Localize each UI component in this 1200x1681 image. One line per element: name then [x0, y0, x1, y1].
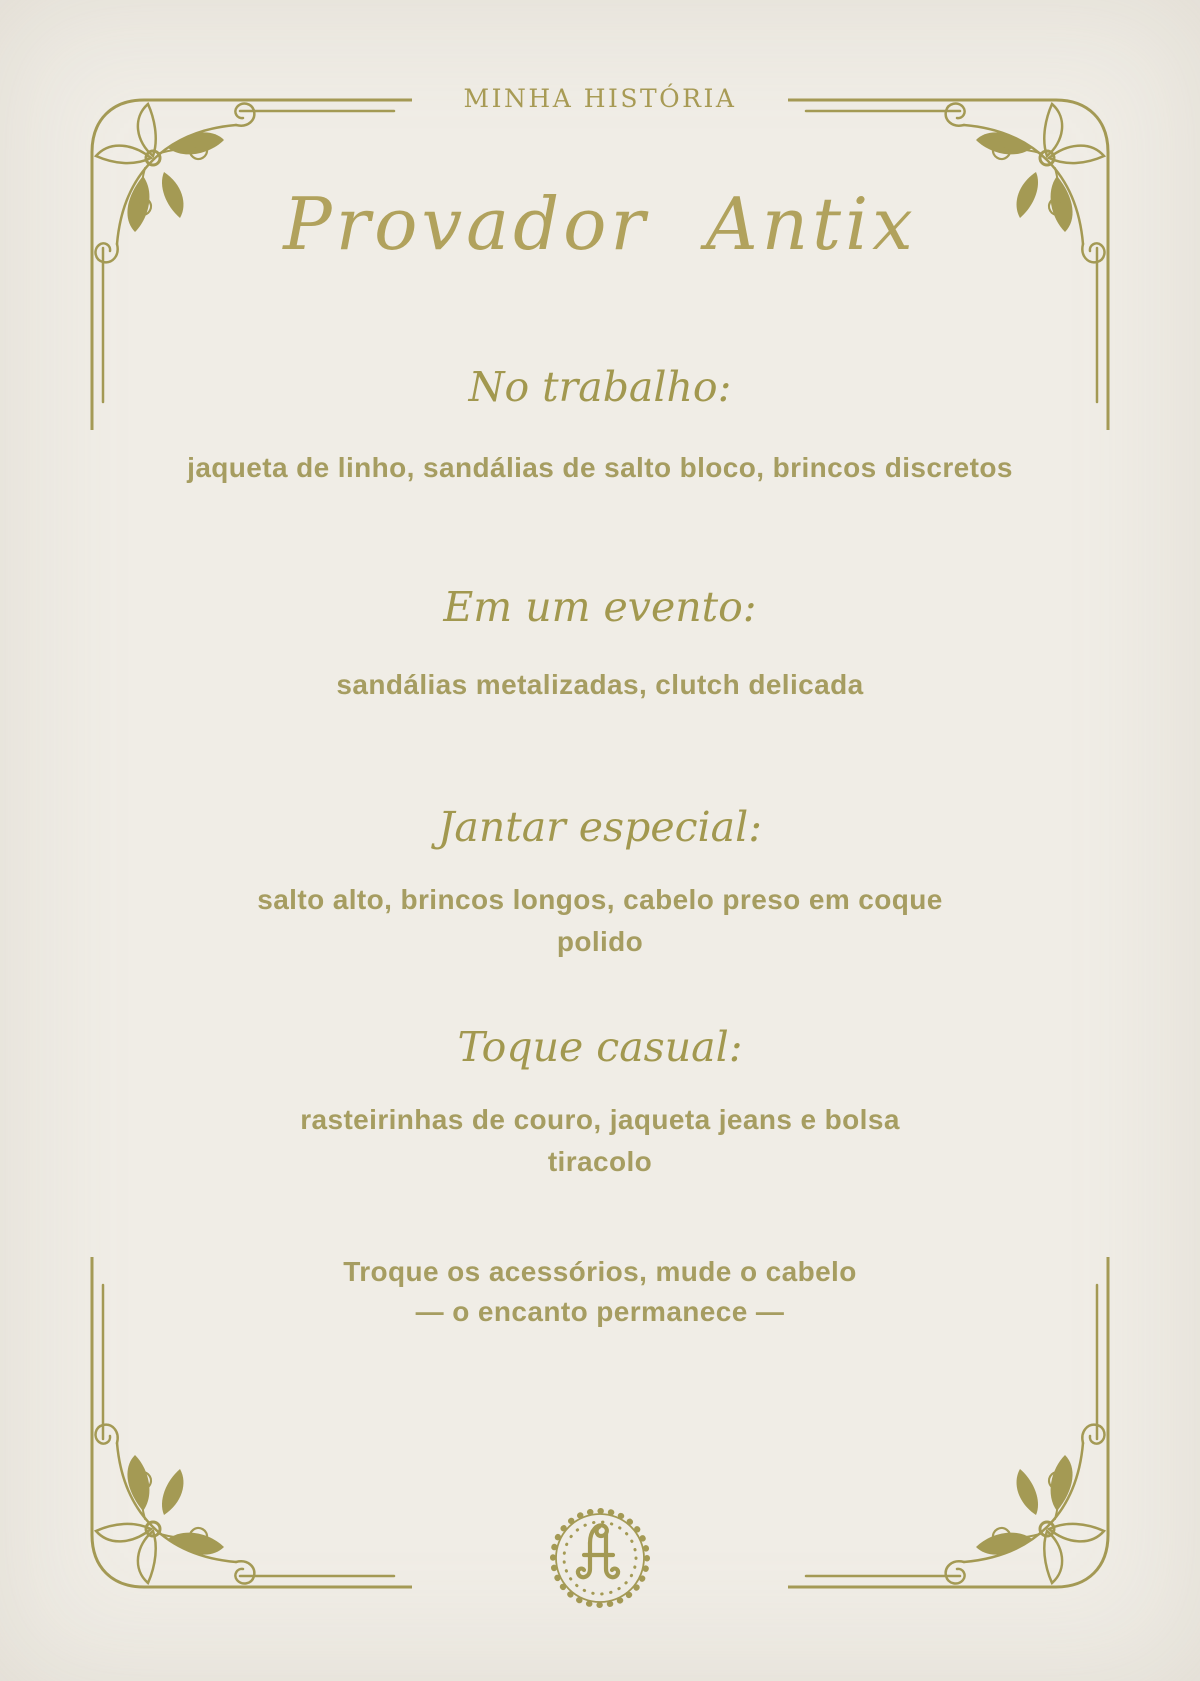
- footer-note: [0, 1252, 1200, 1332]
- logo-monogram-icon: [578, 1525, 618, 1577]
- footer-note-line2: — o encanto permanece —: [415, 1296, 785, 1327]
- section-heading-evento: Em um evento:: [443, 583, 757, 631]
- brand-seal-logo: [545, 1503, 655, 1613]
- eyebrow-title: MINHA HISTÓRIA: [463, 84, 737, 113]
- section-heading-trabalho: No trabalho:: [468, 363, 732, 411]
- seal-icon: [545, 1503, 655, 1613]
- section-body-trabalho: jaqueta de linho, sandálias de salto bloco, brincos discretos: [187, 452, 1013, 483]
- section-body-jantar: salto alto, brincos longos, cabelo preso em coque polido: [257, 884, 943, 957]
- section-heading-jantar: Jantar especial:: [437, 803, 763, 851]
- section-body-evento: sandálias metalizadas, clutch delicada: [336, 669, 864, 700]
- footer-note-line1: Troque os acessórios, mude o cabelo: [343, 1256, 857, 1287]
- section-heading-casual: Toque casual:: [457, 1023, 743, 1071]
- section-body-casual: rasteirinhas de couro, jaqueta jeans e bolsa tiracolo: [300, 1104, 900, 1177]
- main-script-title: Provador Antix: [283, 182, 917, 266]
